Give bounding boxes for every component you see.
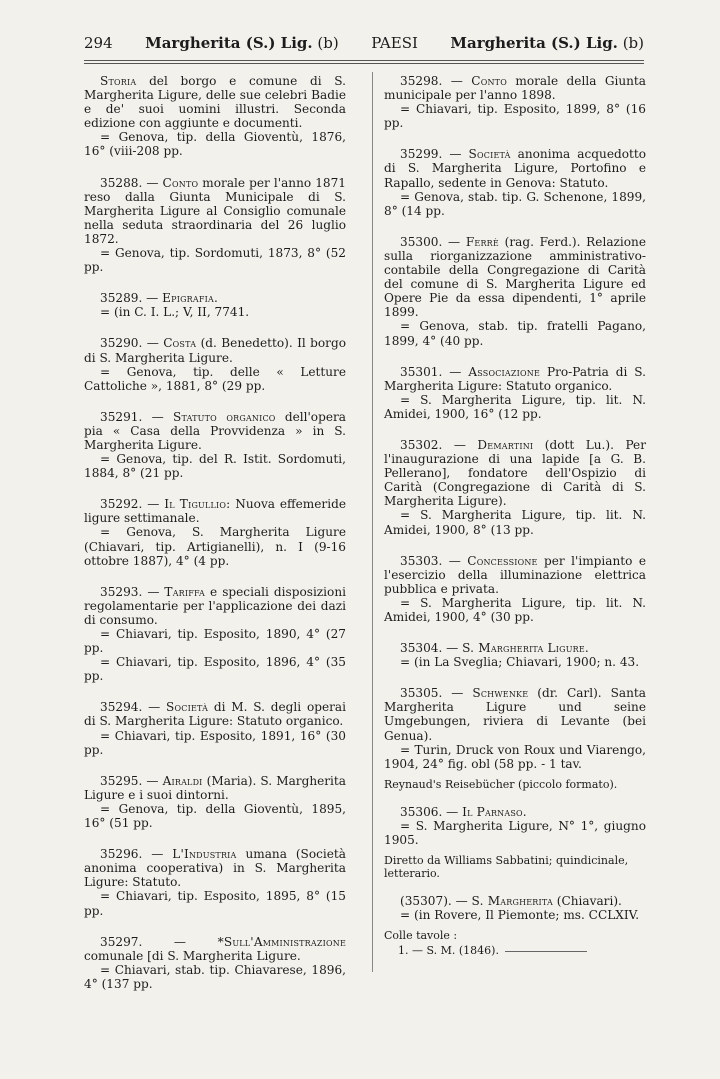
entry-imprint-line: = Chiavari, tip. Esposito, 1896, 4° (35 pp. [84,655,346,684]
entry-number: 35301. — [400,364,469,379]
entry-imprint-line: = Genova, stab. tip. fratelli Pagano, 1899, 4° (40 pp. [384,319,646,348]
entry-title-line [84,700,346,728]
entry-heading: Il Parnaso. [462,804,527,819]
entry-imprint-line: = (in La Sveglia; Chiavari, 1900; n. 43. [400,655,640,670]
entry-heading: Schwenke [472,686,529,701]
entry-heading: Società [468,147,511,162]
catalog-entry [84,935,346,991]
entry-number: 35300. — [400,234,466,249]
entry-imprint-line: = Chiavari, stab. tip. Chiavarese, 1896, 4° (137 pp. [84,962,346,991]
catalog-entry [84,336,346,392]
catalog-entry [384,438,646,537]
entry-imprint-line: = Chiavari, tip. Esposito, 1891, 16° (30 pp. [84,728,346,757]
catalog-entry [84,74,346,159]
header-rule-double [84,63,644,64]
catalog-entry [84,410,346,480]
entry-title-line [84,935,346,963]
entry-title-line [84,291,346,305]
entry-description: (rag. Ferd.). Relazione sulla riorganizzazione amministrativo-contabile della Congregazione di Carità del comune di S. Margherita Ligure ed Opere Pie da essa dipendenti, 1° aprile 1899. [384,234,646,320]
entry-number: 35295. — [100,773,163,788]
entry-imprint-line: = Genova, tip. Sordomuti, 1873, 8° (52 pp. [84,246,346,275]
entry-heading: Il Tigullio: [164,497,231,512]
entry-heading: Epigrafia. [162,291,219,306]
entry-heading: Airaldi [162,773,203,788]
catalog-entry [384,554,646,624]
entry-number: 35289. — [100,291,163,306]
entry-number: 35304. — [400,641,463,656]
entry-imprint-line: = Genova, tip. del R. Istit. Sordomuti, 1884, 8° (21 pp. [84,452,346,481]
entry-title-line [84,847,346,889]
entry-number: 35303. — [400,553,468,568]
entry-heading: Tariffa [164,584,206,599]
entry-title-line [384,147,646,189]
entry-description: di M. S. degli operai di S. Margherita Ligure: Statuto organico. [84,700,346,729]
entry-number: 35305. — [400,686,473,701]
entry-description: (d. Benedetto). Il borgo di S. Margherita Ligure. [84,336,346,365]
entry-number: 35299. — [400,147,469,162]
entry-imprint-line: = Genova, tip. delle « Letture Cattoliche », 1881, 8° (29 pp. [84,364,346,393]
entry-number: (35307). — [400,894,472,909]
entry-heading: S. Margherita Ligure. [462,641,589,656]
entry-title-line [384,641,646,655]
entry-title-line [84,774,346,802]
entry-number: 35288. — [100,175,163,190]
entry-heading: S. Margherita [471,894,553,909]
entry-imprint-line: = (in Rovere, Il Piemonte; ms. CCLXIV. [400,908,640,923]
entry-number: 35293. — [100,584,165,599]
closing-rule [505,951,587,952]
catalog-entry [384,365,646,421]
entry-imprint-line: = Genova, S. Margherita Ligure (Chiavari, tip. Artigianelli), n. I (9-16 ottobre 1887), 4° (4 pp. [84,525,346,568]
entry-imprint-line: = Genova, tip. della Gioventù, 1895, 16° (51 pp. [84,801,346,831]
entry-title-line [84,410,346,452]
entry-imprint-line: = Genova, stab. tip. G. Schenone, 1899, 8° (14 pp. [384,189,646,218]
entry-title-line [84,176,346,246]
header-right-title: Margherita (S.) Lig. (b) [450,34,644,52]
entry-title-line [384,438,646,508]
entry-number: 35290. — [100,336,164,351]
entry-description: Pro-Patria di S. Margherita Ligure: Statuto organico. [384,364,646,393]
entry-heading: Conto [162,175,199,190]
entry-description: (Maria). S. Margherita Ligure e i suoi dintorni. [84,773,346,802]
page-number: 294 [84,34,113,52]
entry-description: morale per l'anno 1871 reso dalla Giunta Municipale di S. Margherita Ligure al Consiglio comunale nella seduta straordinaria del 26 luglio 1872. [84,175,346,246]
catalog-entry [384,686,646,771]
entry-note: Colle tavole : [384,929,458,943]
entry-title-line [384,235,646,320]
entry-imprint-line: = Chiavari, tip. Esposito, 1899, 8° (16 pp. [384,102,646,131]
entry-number: 35291. — [100,409,173,424]
entry-description: per l'impianto e l'esercizio della illuminazione elettrica pubblica e privata. [384,553,646,596]
entry-title-line [84,585,346,627]
catalog-entry [384,74,646,130]
entry-description: anonima acquedotto di S. Margherita Ligure, Portofino e Rapallo, sedente in Genova: Statuto. [384,147,646,190]
entry-number: 35294. — [100,700,167,715]
catalog-entry [84,291,346,319]
entry-imprint-line: = Genova, tip. della Gioventù, 1876, 16° (viii-208 pp. [84,130,346,159]
entry-title-line [384,74,646,102]
entry-heading: Associazione [468,364,541,379]
entry-description: del borgo e comune di S. Margherita Ligure, delle sue celebri Badie e de' suoi uomini illustri. Seconda edizione con aggiunte e documenti. [84,74,346,131]
catalog-entry [384,235,646,348]
entry-imprint-line: = S. Margherita Ligure, tip. lit. N. Amidei, 1900, 8° (13 pp. [384,508,646,537]
entry-number: 35298. — [400,74,472,88]
catalog-entry [384,147,646,217]
entry-imprint-line: = (in C. I. L.; V, II, 7741. [100,305,250,320]
entry-title-line [384,365,646,393]
entry-heading: Conto [471,74,507,88]
entry-number: 35302. — [400,437,478,452]
catalog-entry [84,700,346,756]
catalog-entry [84,585,346,684]
entry-description: Nuova effemeride ligure settimanale. [84,497,346,526]
entry-heading: Società [166,700,209,715]
entry-description: morale della Giunta municipale per l'anno 1898. [384,74,646,103]
catalog-entry [84,176,346,275]
entry-heading: *Sull'Amministrazione [217,934,346,949]
header-rule [84,60,644,61]
catalog-entry [84,847,346,917]
entry-description: comunale [di S. Margherita Ligure. [84,948,301,963]
entry-imprint-line: = Chiavari, tip. Esposito, 1895, 8° (15 pp. [84,889,346,918]
entry-note: Reynaud's Reisebücher (piccolo formato). [384,777,618,791]
entry-number: 35306. — [400,804,463,819]
entry-heading: Demartini [477,437,534,452]
entry-description: umana (Società anonima cooperativa) in S. Margherita Ligure: Statuto. [84,847,346,890]
entry-imprint-line: = S. Margherita Ligure, tip. lit. N. Amidei, 1900, 16° (12 pp. [384,392,646,421]
entry-number: 35297. — [100,934,218,949]
entry-note-plate: 1. — S. M. (1846). [384,944,646,957]
entry-description: (Chiavari). [552,894,622,909]
catalog-entry [384,805,646,847]
catalog-entry [384,894,646,922]
catalog-entry [384,641,646,669]
entry-title-line [84,336,346,364]
entry-heading: Concessione [467,553,538,568]
entry-title-line [384,554,646,596]
entry-heading: Statuto organico [172,409,276,424]
entry-imprint-line: = Turin, Druck von Roux und Viarengo, 1904, 24° fig. obl (58 pp. - 1 tav. [384,742,646,771]
right-column [384,74,646,971]
entry-number: 35292. — [100,497,165,512]
running-header [84,34,644,52]
left-column [84,74,346,1008]
catalog-entry [84,497,346,567]
entry-imprint-line: = Chiavari, tip. Esposito, 1890, 4° (27 pp. [84,627,346,656]
catalog-entry [84,774,346,830]
column-divider [372,72,373,972]
entry-title-line [84,497,346,525]
entry-heading: Costa [163,336,197,351]
entry-note: Diretto da Williams Sabbatini; quindicinale, letterario. [384,854,629,881]
entry-imprint-line: = S. Margherita Ligure, tip. lit. N. Amidei, 1900, 4° (30 pp. [384,595,646,624]
entry-title-line [384,894,646,908]
entry-description: e speciali disposizioni regolamentarie per l'applicazione dei dazi di consumo. [84,584,346,627]
entry-heading: Ferrè [465,234,499,249]
entry-heading: Storia [100,74,137,88]
entry-number: 35296. — [100,847,173,862]
entry-heading: L'Industria [172,847,237,862]
entry-description: (dr. Carl). Santa Margherita Ligure und seine Umgebungen, riviera di Levante (bei Genua). [384,686,646,743]
entry-title-line [384,805,646,819]
entry-title-line [384,686,646,742]
entry-title-line [84,74,346,130]
entry-description: (dott Lu.). Per l'inaugurazione di una lapide [a G. B. Pellerano], fondatore dell'Ospizio di Carità (Congregazione di Carità di S. Margherita Ligure). [384,437,646,509]
header-section: PAESI [371,34,418,52]
entry-imprint-line: = S. Margherita Ligure, N° 1°, giugno 1905. [384,818,646,848]
header-left-title: Margherita (S.) Lig. (b) [145,34,339,52]
entry-description: dell'opera pia « Casa della Provvidenza » in S. Margherita Ligure. [84,409,346,452]
